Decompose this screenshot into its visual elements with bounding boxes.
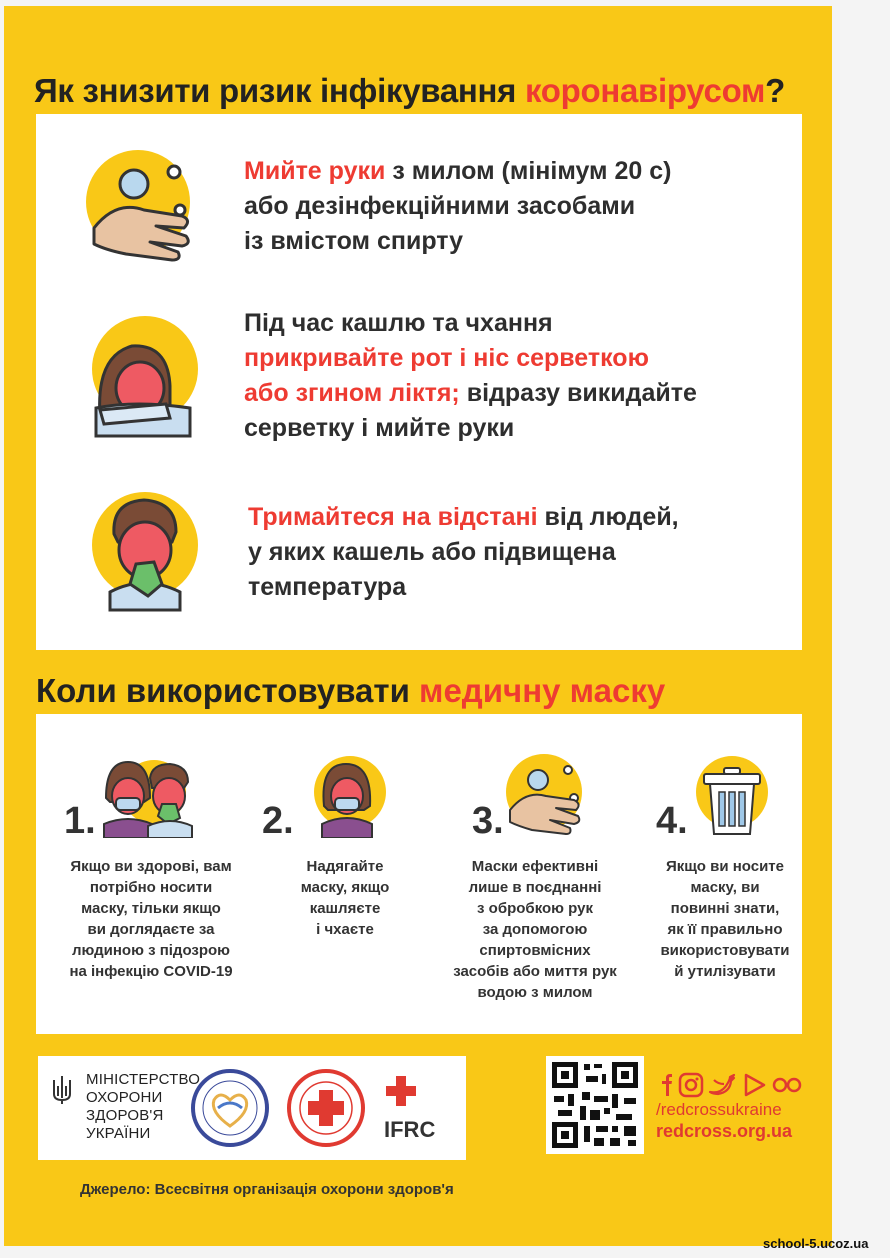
twitter-icon[interactable] xyxy=(710,1075,734,1094)
step-number-4: 4. xyxy=(656,800,688,842)
social-icons xyxy=(656,1072,806,1098)
step-number-1: 1. xyxy=(64,800,96,842)
handwash-icon xyxy=(86,150,198,262)
social-handle[interactable]: /redcrossukraine xyxy=(656,1100,782,1119)
handwash-small-icon xyxy=(504,752,588,838)
source-note: Джерело: Всесвітня організація охорони здоров'я xyxy=(80,1181,454,1198)
mask-heading: Коли використовувати медичну маску xyxy=(36,672,666,709)
ministry-name: МІНІСТЕРСТВО ОХОРОНИ ЗДОРОВ'Я УКРАЇНИ xyxy=(86,1071,201,1142)
step-caption-2: Надягайте маску, якщо кашляєте і чхаєте xyxy=(300,858,390,938)
watermark: school-5.ucoz.ua xyxy=(763,1236,869,1251)
tip-text-distance: Тримайтеся на відстані від людей, у яких кашель або підвищена температура xyxy=(248,503,679,601)
presidential-fund-logo xyxy=(190,1068,270,1148)
ukraine-trident-icon xyxy=(50,1074,74,1106)
person-mask-icon xyxy=(306,756,390,838)
main-heading: Як знизити ризик інфікування коронавірусом? xyxy=(34,72,785,109)
youtube-icon[interactable] xyxy=(746,1075,764,1095)
ukrainian-red-cross-logo xyxy=(286,1068,366,1148)
ifrc-logo xyxy=(384,1074,454,1144)
tip-text-handwash: Мийте руки з милом (мінімум 20 с) або дезінфекційними засобами із вмістом спирту xyxy=(244,157,672,255)
coughing-person-icon xyxy=(88,488,200,612)
step-number-3: 3. xyxy=(472,800,504,842)
qr-code[interactable] xyxy=(546,1056,644,1154)
step-caption-3: Маски ефективні лише в поєднанні з обробкою рук за допомогою спиртовмісних засобів або миття рук водою з милом xyxy=(453,858,617,1001)
flickr-icon[interactable] xyxy=(774,1079,800,1091)
tip-text-cough: Під час кашлю та чхання прикривайте рот і ніс серветкою або згином ліктя; відразу викидайте серветку і мийте руки xyxy=(244,309,697,442)
instagram-icon[interactable] xyxy=(680,1074,702,1096)
website-link[interactable]: redcross.org.ua xyxy=(656,1121,793,1141)
sneeze-elbow-icon xyxy=(86,316,198,440)
step-caption-1: Якщо ви здорові, вам потрібно носити маску, тільки якщо ви доглядаєте за людиною з підозрою на інфекцію COVID-19 xyxy=(69,858,233,980)
two-people-mask-icon xyxy=(100,758,196,838)
facebook-icon[interactable] xyxy=(662,1074,672,1096)
step-caption-4: Якщо ви носите маску, ви повинні знати, як її правильно використовувати й утилізувати xyxy=(660,858,790,980)
ifrc-label: IFRC xyxy=(384,1117,436,1142)
trash-bin-icon xyxy=(694,754,774,838)
step-number-2: 2. xyxy=(262,800,294,842)
